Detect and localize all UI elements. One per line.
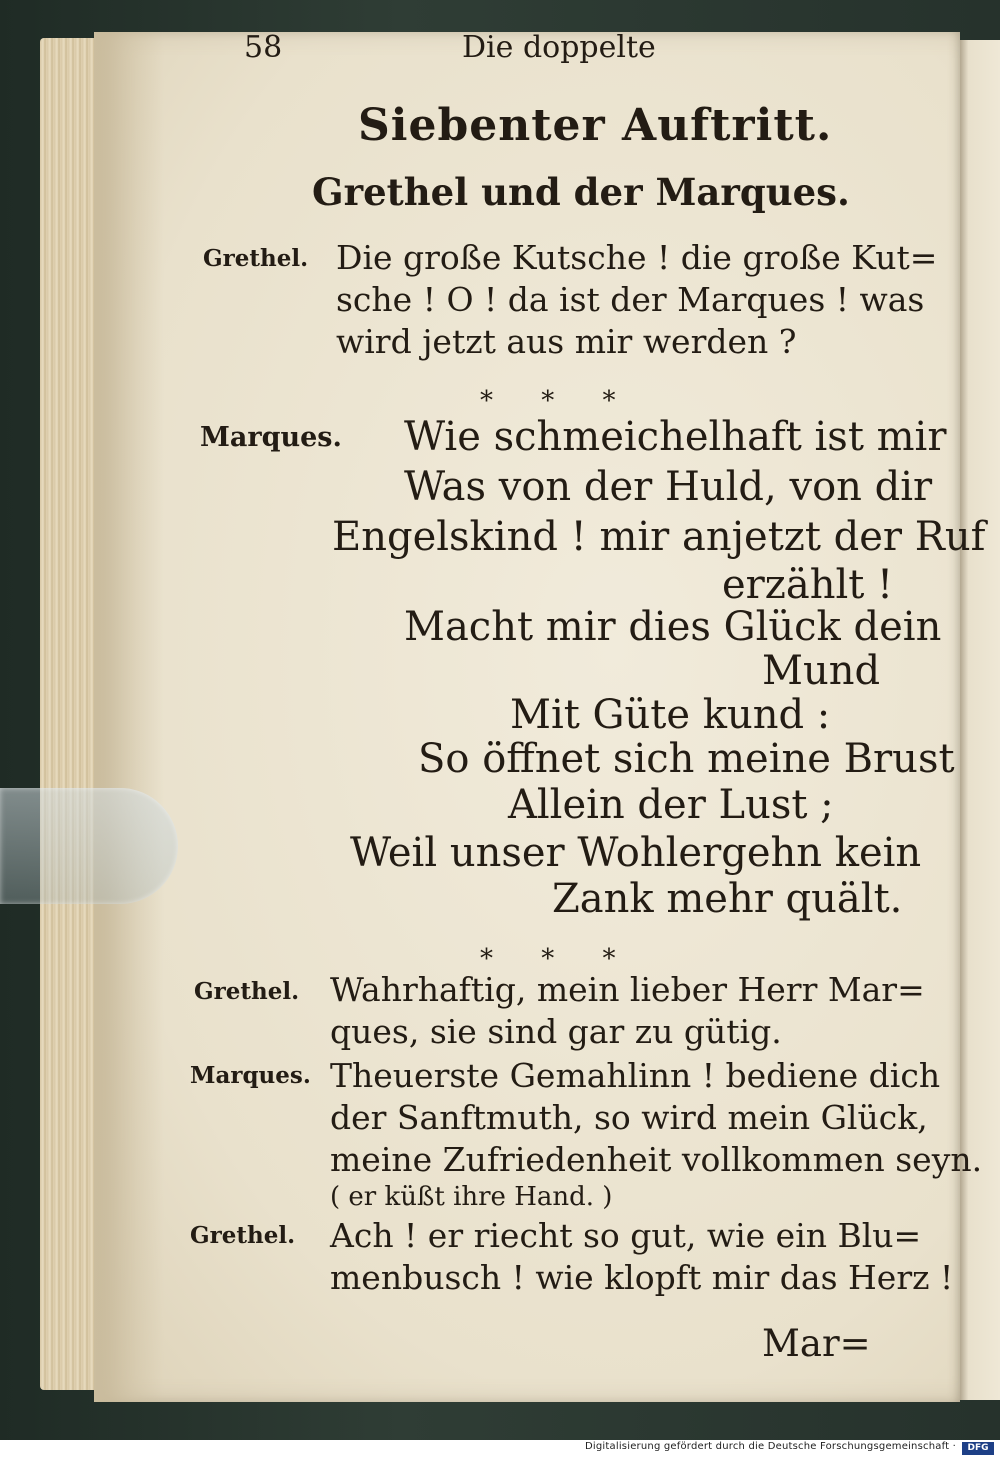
speaker-label: Grethel. xyxy=(190,1222,296,1249)
verse-line: Mit Güte kund : xyxy=(510,692,831,738)
verse-line: Weil unser Wohlergehn kein xyxy=(350,830,922,876)
text-line: Theuerste Gemahlinn ! bediene dich xyxy=(330,1056,941,1095)
speaker-label: Grethel. xyxy=(194,978,300,1005)
speaker-label: Marques. xyxy=(200,422,342,453)
text-line: Die große Kutsche ! die große Kut= xyxy=(336,238,938,277)
verse-line: Mund xyxy=(762,648,881,694)
digitization-credit: Digitalisierung gefördert durch die Deutsche Forschungsgemeinschaft · xyxy=(585,1441,956,1452)
verse-line: Zank mehr quält. xyxy=(552,876,903,922)
text-line: sche ! O ! da ist der Marques ! was xyxy=(336,280,925,319)
verse-line: erzählt ! xyxy=(722,562,894,608)
scene-characters: Grethel und der Marques. xyxy=(312,170,850,214)
verse-line: Allein der Lust ; xyxy=(508,782,834,828)
text-line: wird jetzt aus mir werden ? xyxy=(336,322,797,361)
page-gutter-shadow xyxy=(94,32,164,1402)
text-line: meine Zufriedenheit vollkommen seyn. xyxy=(330,1140,983,1179)
scene-title: Siebenter Auftritt. xyxy=(358,100,833,151)
verse-line: So öffnet sich meine Brust xyxy=(418,736,955,782)
text-line: ques, sie sind gar zu gütig. xyxy=(330,1012,782,1051)
glass-page-weight xyxy=(0,788,178,904)
dfg-logo: DFG xyxy=(962,1442,994,1455)
text-line: der Sanftmuth, so wird mein Glück, xyxy=(330,1098,928,1137)
section-separator: ⁎ ⁎ ⁎ xyxy=(480,936,636,966)
verse-line: Wie schmeichelhaft ist mir xyxy=(404,414,947,460)
verse-line: Macht mir dies Glück dein xyxy=(404,604,942,650)
text-line: Wahrhaftig, mein lieber Herr Mar= xyxy=(330,970,925,1009)
running-title: Die doppelte xyxy=(462,30,656,65)
speaker-label: Marques. xyxy=(190,1062,311,1089)
catchword: Mar= xyxy=(762,1322,871,1365)
stage-direction: ( er küßt ihre Hand. ) xyxy=(330,1182,613,1212)
verse-line: Was von der Huld, von dir xyxy=(404,464,933,510)
verse-line: Engelskind ! mir anjetzt der Ruf xyxy=(332,514,986,560)
page-number: 58 xyxy=(244,30,283,65)
text-line: menbusch ! wie klopft mir das Herz ! xyxy=(330,1258,954,1297)
text-line: Ach ! er riecht so gut, wie ein Blu= xyxy=(330,1216,922,1255)
speaker-label: Grethel. xyxy=(203,245,309,272)
section-separator: ⁎ ⁎ ⁎ xyxy=(480,378,636,408)
facing-page-edge xyxy=(958,40,1000,1400)
